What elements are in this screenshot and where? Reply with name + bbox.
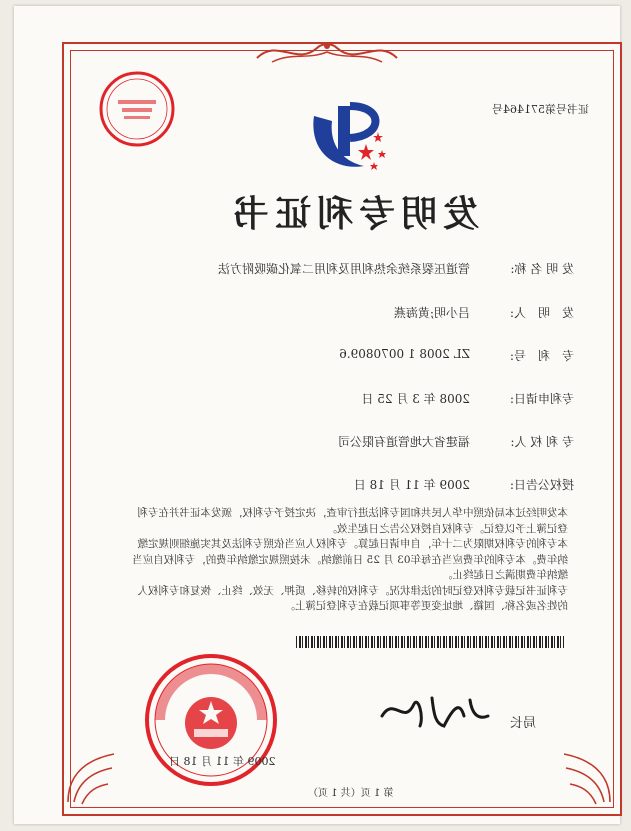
field-label: 专 利 号: — [509, 349, 574, 363]
corner-ornament-bottom-left — [64, 746, 124, 806]
field-label: 发 明 人: — [509, 306, 574, 320]
field-value: ZL 2008 1 0070809.6 — [339, 347, 470, 361]
body-paragraph: 专利证书记载专利权登记时的法律状况。专利权的转移、质押、无效、终止、恢复和专利权人的姓名或名称、国籍、地址变更等事项记载在专利登记簿上。 — [137, 584, 568, 612]
certificate-page — [14, 6, 620, 824]
body-paragraph: 本专利的专利权期限为二十年，自申请日起算。专利权人应当依照专利法及其实施细则规定缴纳年费。本专利的年费应当在每年03 月 25 日前缴纳。未按照规定缴纳年费的，专利权自应当缴纳年费期满之日起终止。 — [132, 538, 568, 581]
field-row-patent-number — [104, 347, 574, 365]
director-label: 局长 — [510, 716, 537, 731]
field-label: 发 明 名 称: — [510, 262, 574, 276]
field-row-application-date — [104, 390, 574, 408]
certificate-title: 发明专利证书 — [226, 193, 479, 235]
certificate-body-text — [128, 506, 568, 615]
field-value: 福建省大地管道有限公司 — [337, 435, 470, 449]
field-row-patentee — [104, 433, 574, 451]
field-value: 管道压裂系统余热利用及利用二氧化碳吸附方法 — [217, 262, 470, 276]
page-footer: 第 1 页（共 1 页） — [308, 788, 394, 799]
body-paragraph: 本发明经过本局依照中华人民共和国专利法进行审查，决定授予专利权，颁发本证书并在专利登记簿上予以登记。专利权自授权公告之日起生效。 — [137, 507, 568, 535]
field-label: 专 利 权 人: — [510, 435, 574, 449]
corner-ornament-bottom-right — [554, 746, 614, 806]
company-seal-stamp — [98, 70, 176, 148]
patent-office-emblem-icon — [304, 96, 394, 176]
field-value: 2008 年 3 月 25 日 — [361, 392, 470, 406]
field-value: 2009 年 11 月 18 日 — [353, 478, 470, 492]
top-ornament — [252, 38, 402, 66]
field-label: 专利申请日: — [509, 392, 574, 406]
field-label: 授权公告日: — [509, 478, 574, 492]
issue-date: 2009 年 11 月 18 日 — [169, 755, 276, 768]
director-signature — [374, 686, 494, 736]
field-row-grant-date — [104, 476, 574, 494]
barcode — [296, 636, 564, 648]
field-row-invention-name — [104, 260, 574, 278]
certificate-number: 证书号第571464号 — [492, 103, 589, 116]
field-row-inventor — [104, 304, 574, 322]
field-value: 吕小明;黄海燕 — [393, 306, 470, 320]
